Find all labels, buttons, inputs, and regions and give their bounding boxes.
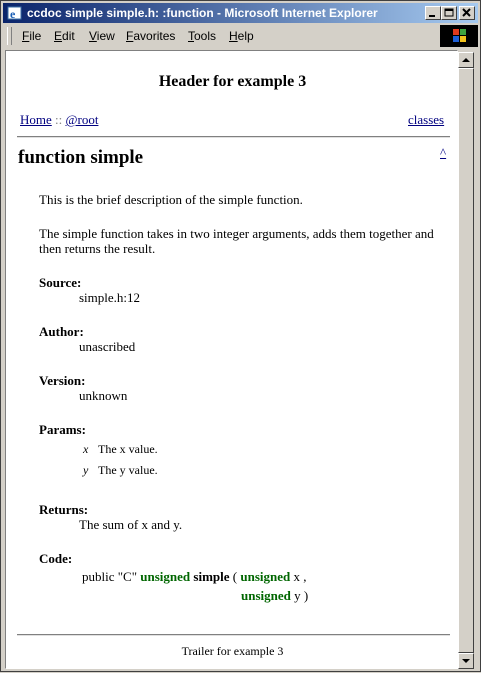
- param-name: x: [83, 442, 89, 456]
- window-title: ccdoc simple simple.h: :function - Microsoft Internet Explorer: [27, 6, 378, 20]
- close-button[interactable]: [459, 6, 475, 20]
- menu-edit[interactable]: Edit: [54, 29, 75, 43]
- code-param-type: unsigned: [241, 588, 291, 603]
- returns-value: The sum of x and y.: [79, 517, 183, 532]
- page-content: [5, 50, 458, 669]
- windows-flag-icon: [440, 25, 478, 47]
- page-trailer: Trailer for example 3: [181, 644, 284, 658]
- title-bar[interactable]: [3, 3, 478, 23]
- code-signature-line-1: [82, 569, 307, 585]
- menu-file[interactable]: File: [22, 29, 42, 43]
- description-line-1: The simple function takes in two integer arguments, adds them together and: [39, 226, 434, 241]
- description-line-2: then returns the result.: [39, 241, 156, 256]
- page-title: function simple: [18, 147, 144, 168]
- maximize-icon: [442, 7, 456, 19]
- code-param-type: unsigned: [240, 569, 291, 584]
- top-divider: [17, 136, 450, 138]
- menu-tools[interactable]: Tools: [188, 29, 217, 43]
- root-link[interactable]: @root: [65, 112, 99, 127]
- maximize-button[interactable]: [441, 6, 457, 20]
- menu-help[interactable]: Help: [229, 29, 254, 43]
- code-function-name: simple: [193, 569, 230, 584]
- code-param-name: x ,: [293, 569, 307, 584]
- brief-description: This is the brief description of the simple function.: [39, 192, 303, 207]
- code-param-name: y ): [294, 588, 309, 603]
- home-link[interactable]: Home: [20, 112, 52, 127]
- page-header: Header for example 3: [158, 73, 307, 90]
- code-signature-line-2: [241, 588, 308, 604]
- code-label: Code:: [39, 551, 73, 566]
- author-label: Author:: [39, 324, 84, 339]
- classes-link[interactable]: classes: [408, 112, 445, 127]
- windows-logo: [440, 25, 478, 47]
- breadcrumb-separator: ::: [55, 112, 63, 127]
- up-link[interactable]: ^: [440, 145, 447, 160]
- scroll-up-button[interactable]: [458, 52, 474, 68]
- code-return-type: unsigned: [140, 569, 191, 584]
- vertical-scrollbar[interactable]: [458, 52, 474, 669]
- minimize-button[interactable]: [425, 6, 441, 20]
- minimize-icon: [426, 7, 440, 19]
- svg-text:e: e: [10, 7, 16, 21]
- internet-explorer-icon: [7, 5, 23, 21]
- scroll-up-arrow-icon: [459, 53, 473, 67]
- param-description: The y value.: [98, 463, 158, 477]
- param-description: The x value.: [98, 442, 158, 456]
- code-open-paren: (: [232, 569, 238, 584]
- breadcrumb: [20, 112, 98, 128]
- menu-bar: [3, 25, 478, 47]
- scroll-thumb[interactable]: [458, 68, 474, 653]
- version-label: Version:: [39, 373, 86, 388]
- close-icon: [460, 7, 474, 19]
- menu-favorites[interactable]: Favorites: [126, 29, 176, 43]
- returns-label: Returns:: [39, 502, 89, 517]
- menu-view[interactable]: View: [89, 29, 115, 43]
- author-value: unascribed: [79, 339, 136, 354]
- version-value: unknown: [79, 388, 128, 403]
- params-label: Params:: [39, 422, 86, 437]
- scroll-down-button[interactable]: [458, 653, 474, 669]
- scroll-down-arrow-icon: [459, 654, 473, 668]
- code-linkage: public "C": [82, 569, 138, 584]
- source-value: simple.h:12: [79, 290, 141, 305]
- bottom-divider: [17, 634, 450, 636]
- source-label: Source:: [39, 275, 82, 290]
- menu-grip[interactable]: [7, 27, 12, 45]
- param-name: y: [83, 463, 89, 477]
